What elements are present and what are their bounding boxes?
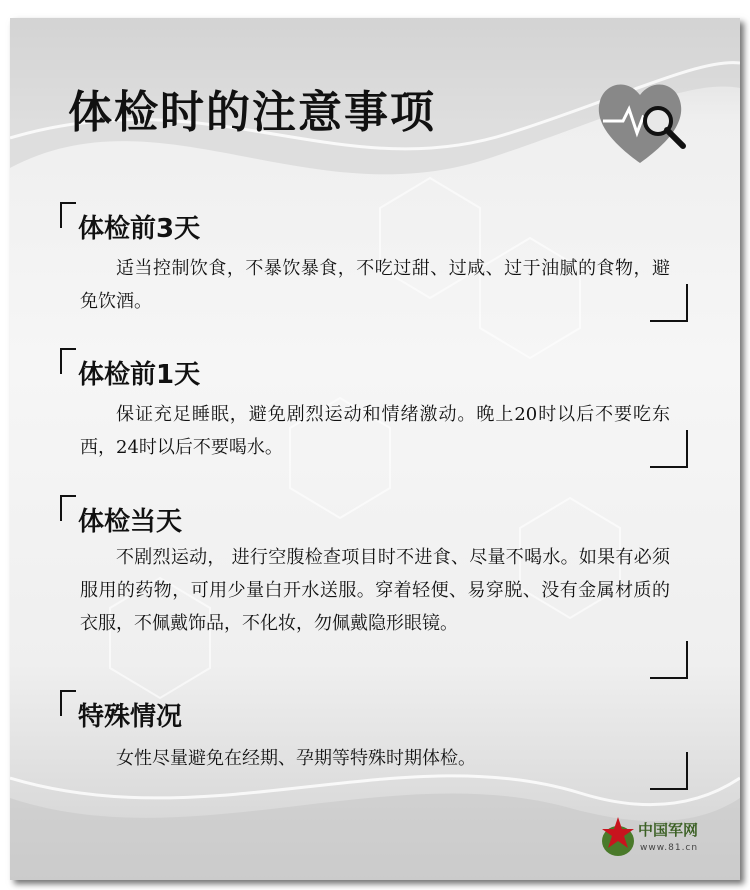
logo-name: 中国军网	[638, 821, 699, 839]
notice-card	[10, 18, 740, 880]
section-body: 不剧烈运动， 进行空腹检查项目时不进食、尽量不喝水。如果有必须服用的药物，可用少量白开水送服。穿着轻便、易穿脱、没有金属材质的衣服，不佩戴饰品，不化妆，勿佩戴隐形眼镜。	[80, 547, 670, 634]
section-body: 女性尽量避免在经期、孕期等特殊时期体检。	[116, 748, 476, 769]
section-heading: 体检当天	[78, 507, 183, 537]
section-body: 适当控制饮食，不暴饮暴食，不吃过甜、过咸、过于油腻的食物，避免饮酒。	[80, 258, 670, 312]
star-emblem-icon	[600, 815, 636, 859]
corner-mark-top	[60, 690, 76, 716]
corner-mark-bottom	[650, 752, 688, 790]
corner-mark-top	[60, 348, 76, 374]
corner-mark-top	[60, 202, 76, 228]
section-heading: 特殊情况	[78, 702, 183, 732]
site-logo	[600, 813, 730, 863]
section-heading: 体检前1天	[78, 360, 201, 390]
logo-url: www.81.cn	[640, 843, 699, 853]
corner-mark-bottom	[650, 284, 688, 322]
section-body: 保证充足睡眠，避免剧烈运动和情绪激动。晚上20时以后不要吃东西，24时以后不要喝水。	[80, 404, 670, 458]
section-heading: 体检前3天	[78, 214, 201, 244]
heart-magnifier-icon	[595, 73, 705, 173]
page-title: 体检时的注意事项	[68, 87, 436, 138]
corner-mark-bottom	[650, 641, 688, 679]
corner-mark-bottom	[650, 430, 688, 468]
corner-mark-top	[60, 495, 76, 521]
